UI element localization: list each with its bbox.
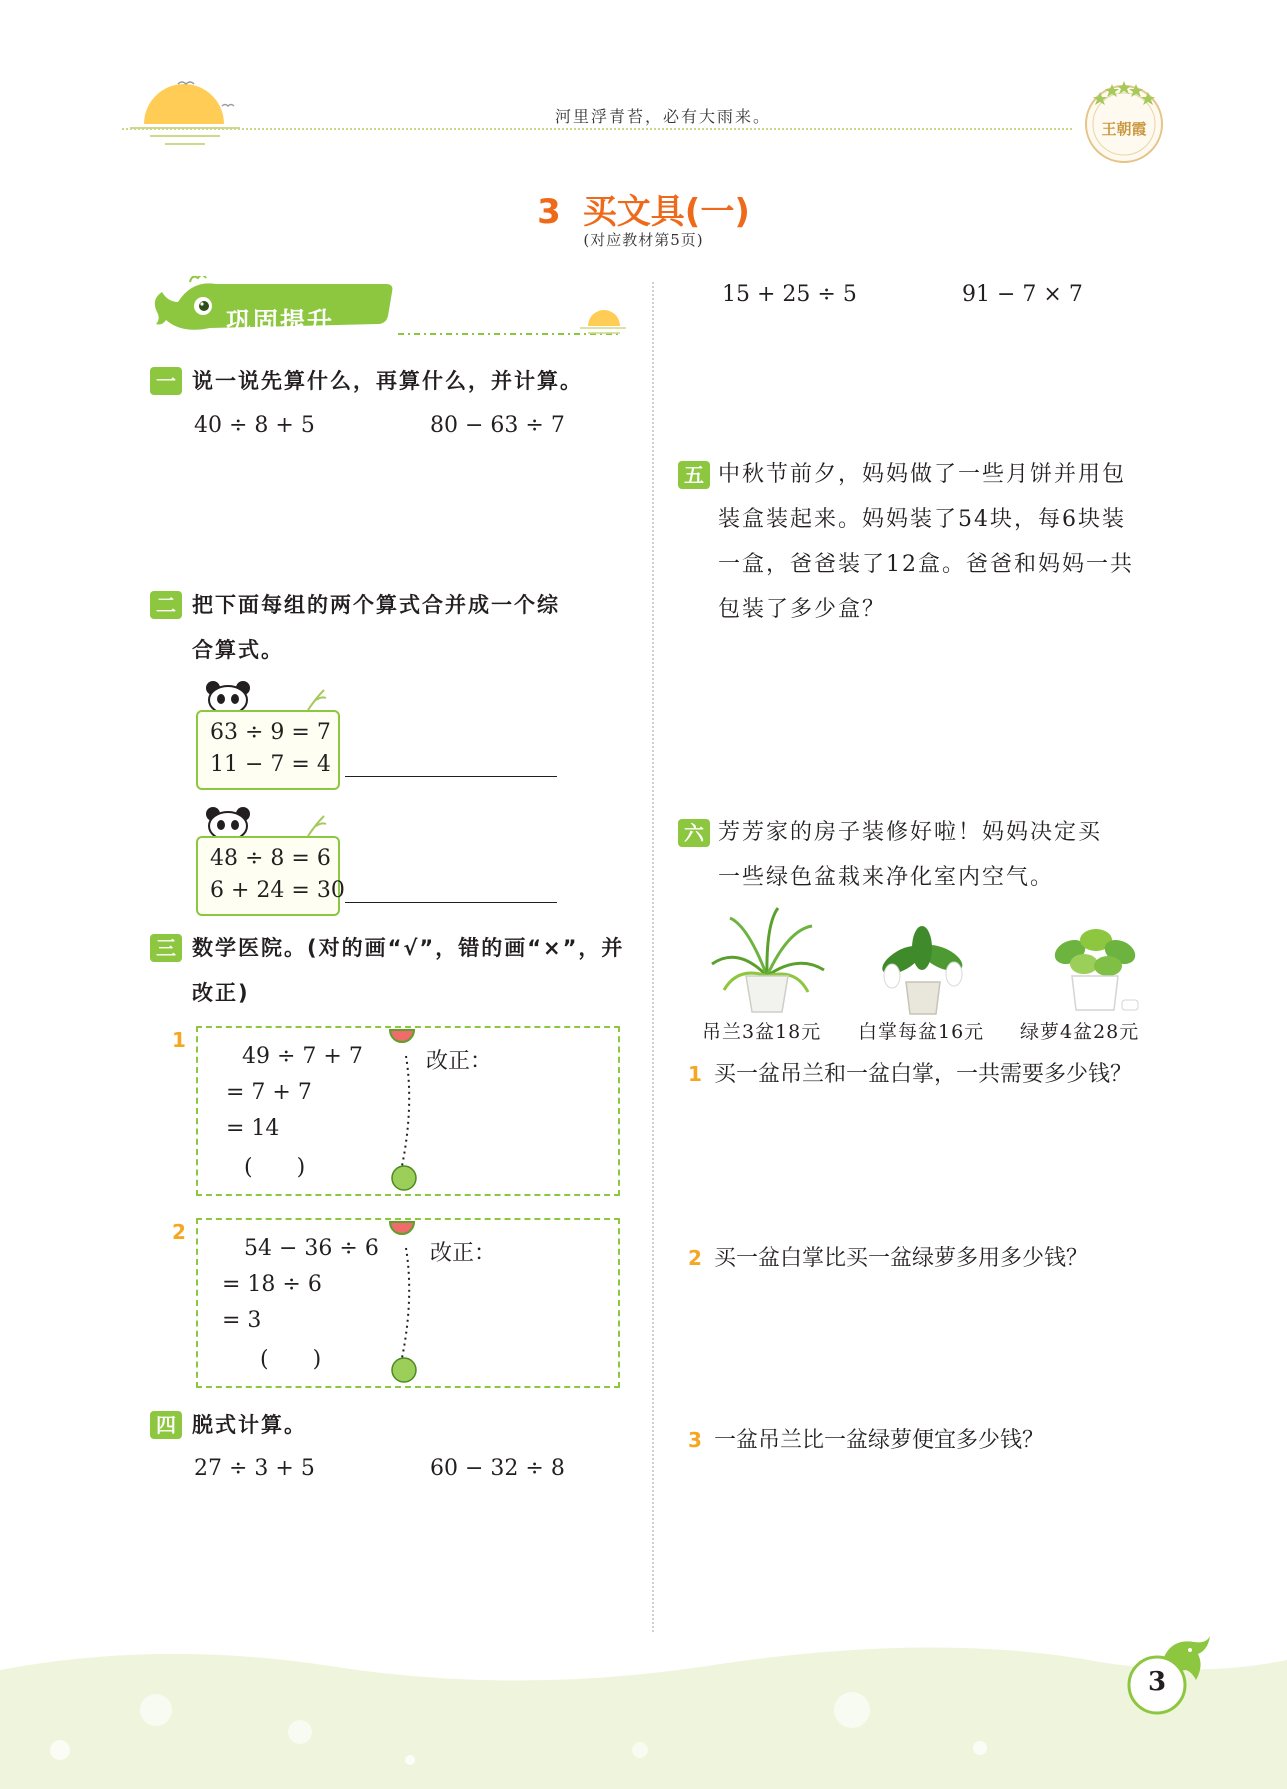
formula-board-2-line1: 48 ÷ 8 = 6 [210, 846, 331, 871]
section-2-number: 二 [150, 591, 182, 619]
item-1-expression: 49 ÷ 7 + 7 [242, 1044, 363, 1069]
question-3-number: 3 [688, 1428, 702, 1452]
plant-caption-3: 绿萝4盆28元 [1020, 1021, 1140, 1043]
section-4-expression-a: 27 ÷ 3 + 5 [194, 1456, 315, 1481]
section-6-number: 六 [678, 819, 710, 847]
formula-board-2 [196, 836, 345, 916]
lesson-title [0, 184, 1287, 233]
answer-blank-1[interactable] [345, 776, 557, 777]
panda-icon [204, 804, 252, 838]
section-6-line1: 芳芳家的房子装修好啦！妈妈决定买 [718, 820, 1103, 845]
section-3-prompt-line1: 数学医院。(对的画“√”，错的画“×”，并 [192, 936, 625, 960]
section-5-number: 五 [678, 461, 710, 489]
item-1-judge-blank[interactable]: ( ) [244, 1155, 306, 1180]
section-4-expression-b: 60 − 32 ÷ 8 [430, 1456, 565, 1481]
bamboo-icon [302, 814, 330, 838]
answer-blank-2[interactable] [345, 902, 557, 903]
item-2-expression: 54 − 36 ÷ 6 [244, 1236, 379, 1261]
footer-wave-background [0, 1640, 1287, 1789]
section-4-prompt: 脱式计算。 [192, 1413, 307, 1437]
peace-lily-image [872, 924, 976, 1016]
lesson-subtitle: (对应教材第5页) [583, 231, 704, 249]
section-1-number: 一 [150, 367, 182, 395]
spider-plant-image [708, 906, 826, 1016]
section-1-prompt: 说一说先算什么，再算什么，并计算。 [192, 369, 583, 393]
section-banner [148, 276, 628, 342]
question-1-text: 买一盆吊兰和一盆白掌，一共需要多少钱？ [714, 1062, 1133, 1087]
question-2-text: 买一盆白掌比买一盆绿萝多用多少钱？ [714, 1246, 1089, 1271]
pothos-image [1040, 922, 1150, 1018]
lesson-title-text: 买文具(一) [582, 192, 750, 232]
section-5-line1: 中秋节前夕，妈妈做了一些月饼并用包 [718, 462, 1127, 487]
formula-board-1-line1: 63 ÷ 9 = 7 [210, 720, 331, 745]
sunrise-illustration [130, 72, 260, 152]
item-1-number: 1 [172, 1028, 186, 1052]
plant-caption-1: 吊兰3盆18元 [702, 1021, 822, 1043]
question-1-number: 1 [688, 1062, 702, 1086]
watermelon-vine-decoration [388, 1218, 422, 1386]
section-3-prompt-line2: 改正) [192, 981, 250, 1005]
section-5-line4: 包装了多少盒？ [718, 597, 887, 622]
formula-board-1 [196, 710, 340, 790]
item-2-number: 2 [172, 1220, 186, 1244]
item-1-step1: = 7 + 7 [226, 1080, 312, 1105]
formula-board-2-line2: 6 + 24 = 30 [210, 878, 345, 903]
column-divider [652, 282, 654, 1632]
lesson-number: 3 [537, 192, 561, 232]
plant-caption-2: 白掌每盆16元 [858, 1021, 985, 1043]
panda-icon [204, 678, 252, 712]
section-5-line2: 装盒装起来。妈妈装了54块，每6块装 [718, 507, 1126, 532]
section-2-prompt-line2: 合算式。 [192, 638, 284, 662]
header-motto: 河里浮青苔，必有大雨来。 [555, 107, 772, 126]
section-banner-label: 巩固提升 [226, 307, 335, 336]
item-2-judge-blank[interactable]: ( ) [260, 1347, 322, 1372]
header-rule [122, 128, 1072, 130]
item-2-fix-label: 改正： [430, 1241, 497, 1266]
question-2-number: 2 [688, 1246, 702, 1270]
section-4-number: 四 [150, 1411, 182, 1439]
bamboo-icon [302, 688, 330, 712]
section-6-line2: 一些绿色盆栽来净化室内空气。 [718, 865, 1055, 890]
section-1-expression-a: 40 ÷ 8 + 5 [194, 413, 315, 438]
question-3-text: 一盆吊兰比一盆绿萝便宜多少钱？ [714, 1428, 1045, 1453]
formula-board-1-line2: 11 − 7 = 4 [210, 752, 331, 777]
publisher-logo-text: 王朝霞 [1101, 120, 1147, 138]
watermelon-vine-decoration [388, 1026, 422, 1194]
section-4-expression-d: 91 − 7 × 7 [962, 282, 1083, 307]
section-1-expression-b: 80 − 63 ÷ 7 [430, 413, 565, 438]
page-number: 3 [1147, 1667, 1167, 1697]
item-2-step2: = 3 [222, 1308, 262, 1333]
item-2-step1: = 18 ÷ 6 [222, 1272, 322, 1297]
item-1-step2: = 14 [226, 1116, 280, 1141]
section-5-line3: 一盒，爸爸装了12盒。爸爸和妈妈一共 [718, 552, 1134, 577]
section-3-number: 三 [150, 934, 182, 962]
section-2-prompt-line1: 把下面每组的两个算式合并成一个综 [192, 593, 560, 617]
section-4-expression-c: 15 + 25 ÷ 5 [722, 282, 857, 307]
item-1-fix-label: 改正： [426, 1049, 493, 1074]
